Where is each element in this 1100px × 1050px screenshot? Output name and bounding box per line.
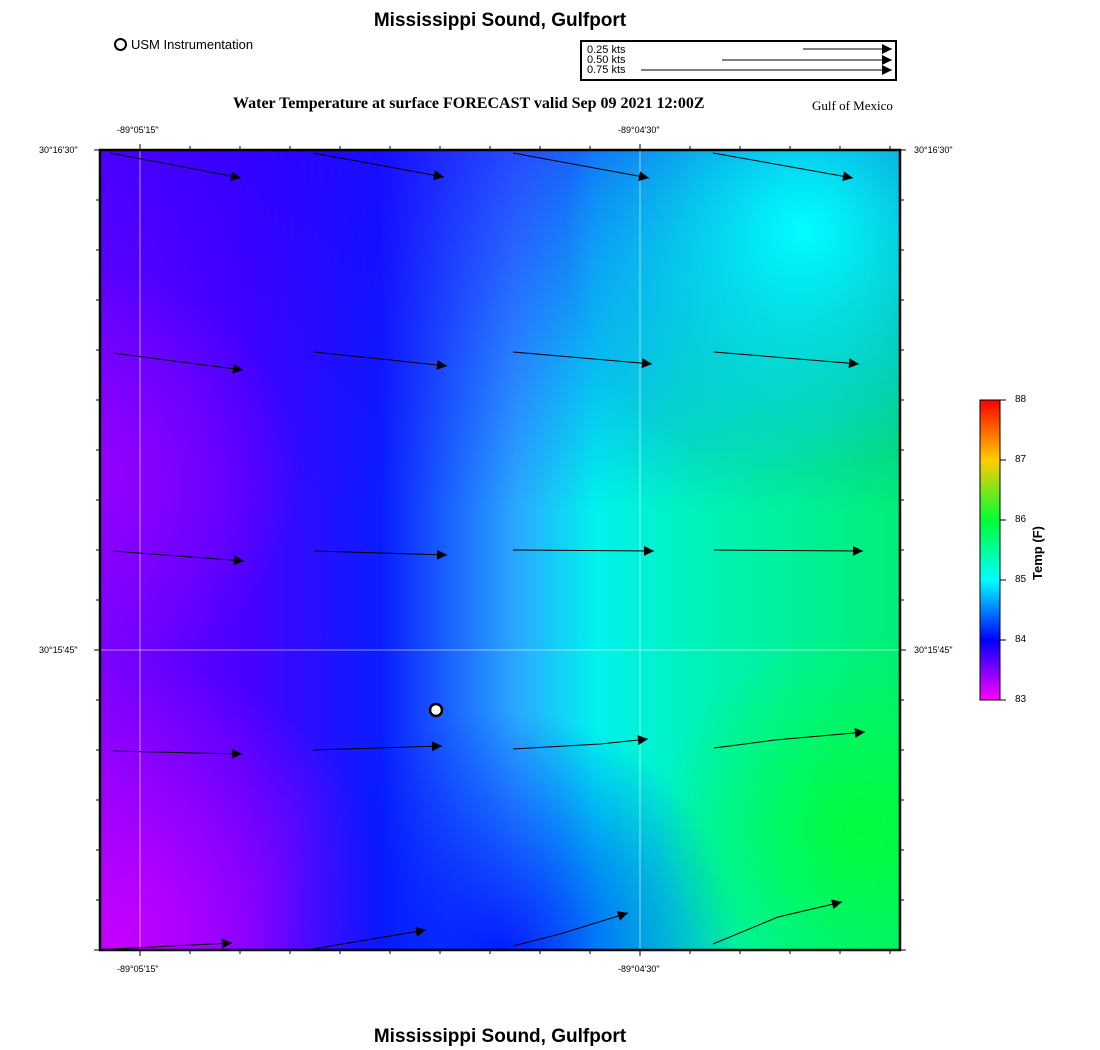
lon-label-top-2: -89°04'30": [618, 125, 660, 135]
usm-legend-label: USM Instrumentation: [131, 37, 254, 52]
cbar-tick-86: 86: [1015, 514, 1027, 525]
lat-label-right-1: 30°16'30": [914, 145, 953, 155]
cbar-tick-85: 85: [1015, 574, 1027, 585]
map-subtitle: Water Temperature at surface FORECAST valid Sep 09 2021 12:00Z: [233, 95, 705, 112]
cbar-tick-88: 88: [1015, 394, 1027, 405]
lon-label-bottom-1: -89°05'15": [117, 964, 159, 974]
footer-title: Mississippi Sound, Gulfport: [373, 1026, 627, 1047]
lat-label-right-2: 30°15'45": [914, 645, 953, 655]
lon-label-bottom-2: -89°04'30": [618, 964, 660, 974]
scale-label-050: 0.50 kts: [587, 54, 626, 66]
map-title: Mississippi Sound, Gulfport: [373, 10, 627, 31]
colorbar-title: Temp (F): [1030, 526, 1045, 580]
lon-label-top-1: -89°05'15": [117, 125, 159, 135]
lat-label-left-1: 30°16'30": [39, 145, 78, 155]
lat-label-left-2: 30°15'45": [39, 645, 78, 655]
cbar-tick-83: 83: [1015, 694, 1027, 705]
region-label: Gulf of Mexico: [812, 98, 893, 113]
cbar-tick-84: 84: [1015, 634, 1027, 645]
scale-label-025: 0.25 kts: [587, 44, 626, 56]
scale-label-075: 0.75 kts: [587, 64, 626, 76]
cbar-tick-87: 87: [1015, 454, 1027, 465]
colorbar: [980, 400, 1006, 700]
usm-station-marker: [430, 704, 442, 716]
